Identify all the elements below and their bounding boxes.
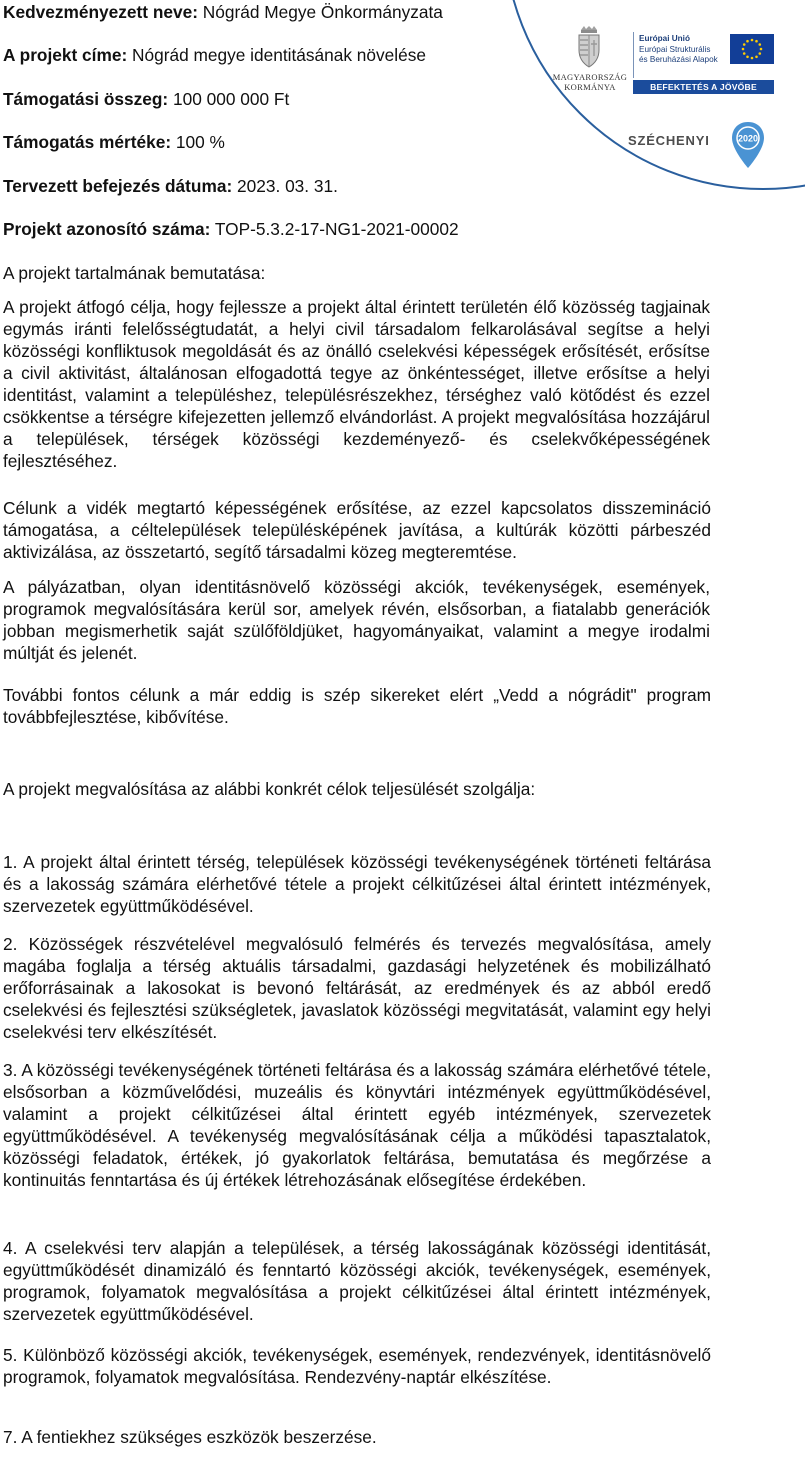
meta-label: Támogatás mértéke:: [3, 132, 172, 152]
meta-project-title: [3, 44, 426, 66]
paragraph-3: A pályázatban, olyan identitásnövelő közösségi akciók, tevékenységek, események, programok megvalósítására kerül sor, amelyek révén, elsősorban, a fiatalabb generációk jobban megismerhetik saját szülőföldjüket, hagyományaikat, valamint a megye irodalmi múltját és jelenét.: [3, 577, 710, 663]
paragraph-1: A projekt átfogó célja, hogy fejlessze a projekt által érintett területén élő közösség tagjainak egymás iránti felelősségtudatát, a helyi civil társadalom felkarolásával segítse a helyi közösségi konfliktusok megoldását és az önálló cselekvési képességek erősítését, erősítse a civil aktivitást, általánosan elfogadottá tegye az önkéntességet, illetve erősítse a helyi identitást, valamint a településhez, településrészekhez, térséghez való kötődést és ezzel csökkentse a térségre kifejezetten jellemző elvándorlást. A projekt megvalósítása hozzájárul a települések, térségek közösségi kezdeményező- és cselekvőképességének fejlesztéséhez.: [3, 297, 710, 471]
szechenyi-label: SZÉCHENYI: [628, 133, 710, 148]
paragraph-2: Célunk a vidék megtartó képességének erősítése, az ezzel kapcsolatos disszemináció támogatása, a céltelepülések településképének javítása, a kultúrák közötti párbeszéd aktivizálása, az összetartó, segítő társadalmi közeg megteremtése.: [3, 498, 711, 562]
invest-banner: BEFEKTETÉS A JÖVŐBE: [633, 80, 774, 94]
meta-end-date: [3, 175, 338, 197]
meta-value: TOP-5.3.2-17-NG1-2021-00002: [210, 219, 459, 239]
meta-value: 2023. 03. 31.: [232, 176, 338, 196]
meta-project-id: [3, 218, 459, 240]
government-logo-text: [550, 72, 630, 92]
meta-label: Támogatási összeg:: [3, 89, 169, 109]
goal-item-4: 4. A cselekvési terv alapján a települések, a térség lakosságának közösségi identitását, együttműködését dinamizáló és fenntartó közösségi akciók, tevékenységek, események, programok, folyamatok megvalósítása a projekt célkitűzései által érintett intézmények, szervezetek együttműködésével.: [3, 1238, 711, 1324]
goal-item-1: 1. A projekt által érintett térség, települések közösségi tevékenységének történeti feltárása és a lakosság számára elérhetővé tétele a projekt célkitűzései által érintett intézmények, szervezetek együttműködésével.: [3, 852, 711, 916]
meta-label: A projekt címe:: [3, 45, 128, 65]
goal-item-5: 5. Különböző közösségi akciók, tevékenységek, események, rendezvények, identitásnövelő programok, folyamatok megvalósítása. Rendezvény-naptár elkészítése.: [3, 1345, 711, 1387]
meta-grant-amount: [3, 88, 289, 110]
meta-value: Nógrád Megye Önkormányzata: [197, 2, 443, 22]
gov-line-2: KORMÁNYA: [564, 82, 616, 92]
eu-line-2: Európai Strukturális: [639, 44, 711, 54]
meta-value: 100 000 000 Ft: [168, 89, 290, 109]
meta-value: 100 %: [171, 132, 225, 152]
gov-line-1: MAGYARORSZÁG: [552, 72, 628, 82]
eu-flag-icon: [730, 34, 774, 64]
meta-value: Nógrád megye identitásának növelése: [127, 45, 426, 65]
paragraph-4: További fontos célunk a már eddig is szép sikereket elért „Vedd a nógrádit" program továbbfejlesztése, kibővítése.: [3, 685, 711, 727]
eu-logo: [633, 32, 774, 78]
logo-area: [540, 20, 805, 190]
eu-title: Európai Unió: [639, 34, 690, 43]
hungarian-coat-of-arms-icon: [576, 26, 602, 68]
meta-beneficiary: [3, 1, 443, 23]
szechenyi-year: 2020: [737, 133, 759, 144]
intro-heading: A projekt tartalmának bemutatása:: [3, 263, 266, 283]
goals-heading: A projekt megvalósítása az alábbi konkrét célok teljesülését szolgálja:: [3, 779, 536, 799]
eu-logo-text: [639, 34, 729, 66]
szechenyi-2020-pin-icon: [730, 120, 766, 170]
meta-label: Tervezett befejezés dátuma:: [3, 176, 233, 196]
goal-item-7: 7. A fentiekhez szükséges eszközök beszerzése.: [3, 1427, 377, 1447]
meta-grant-rate: [3, 131, 225, 153]
eu-line-3: és Beruházási Alapok: [639, 55, 718, 64]
goal-item-3: 3. A közösségi tevékenységének történeti feltárása és a lakosság számára elérhetővé tétele, elsősorban a közművelődési, muzeális és könyvtári intézmények együttműködésével, valamint a projekt célkitűzései által érintett egyéb intézmények, szervezetek együttműködésével. A tevékenység megvalósításának célja a működési tapasztalatok, közösségi feladatok, értékek, jó gyakorlatok feltárása, bemutatása és megőrzése a kontinuitás fenntartása és új értékek létrehozásának elősegítése érdekében.: [3, 1060, 711, 1190]
goal-item-2: 2. Közösségek részvételével megvalósuló felmérés és tervezés megvalósítása, amely magába foglalja a térség aktuális társadalmi, gazdasági helyzetének és mobilizálható erőforrásainak a lakosokat is bevonó feltárását, az eredmények és az abból eredő cselekvési és fejlesztési szükségletek, javaslatok közösségi megvitatását, valamint egy helyi cselekvési terv elkészítését.: [3, 934, 711, 1042]
meta-label: Kedvezményezett neve:: [3, 2, 198, 22]
meta-label: Projekt azonosító száma:: [3, 219, 211, 239]
